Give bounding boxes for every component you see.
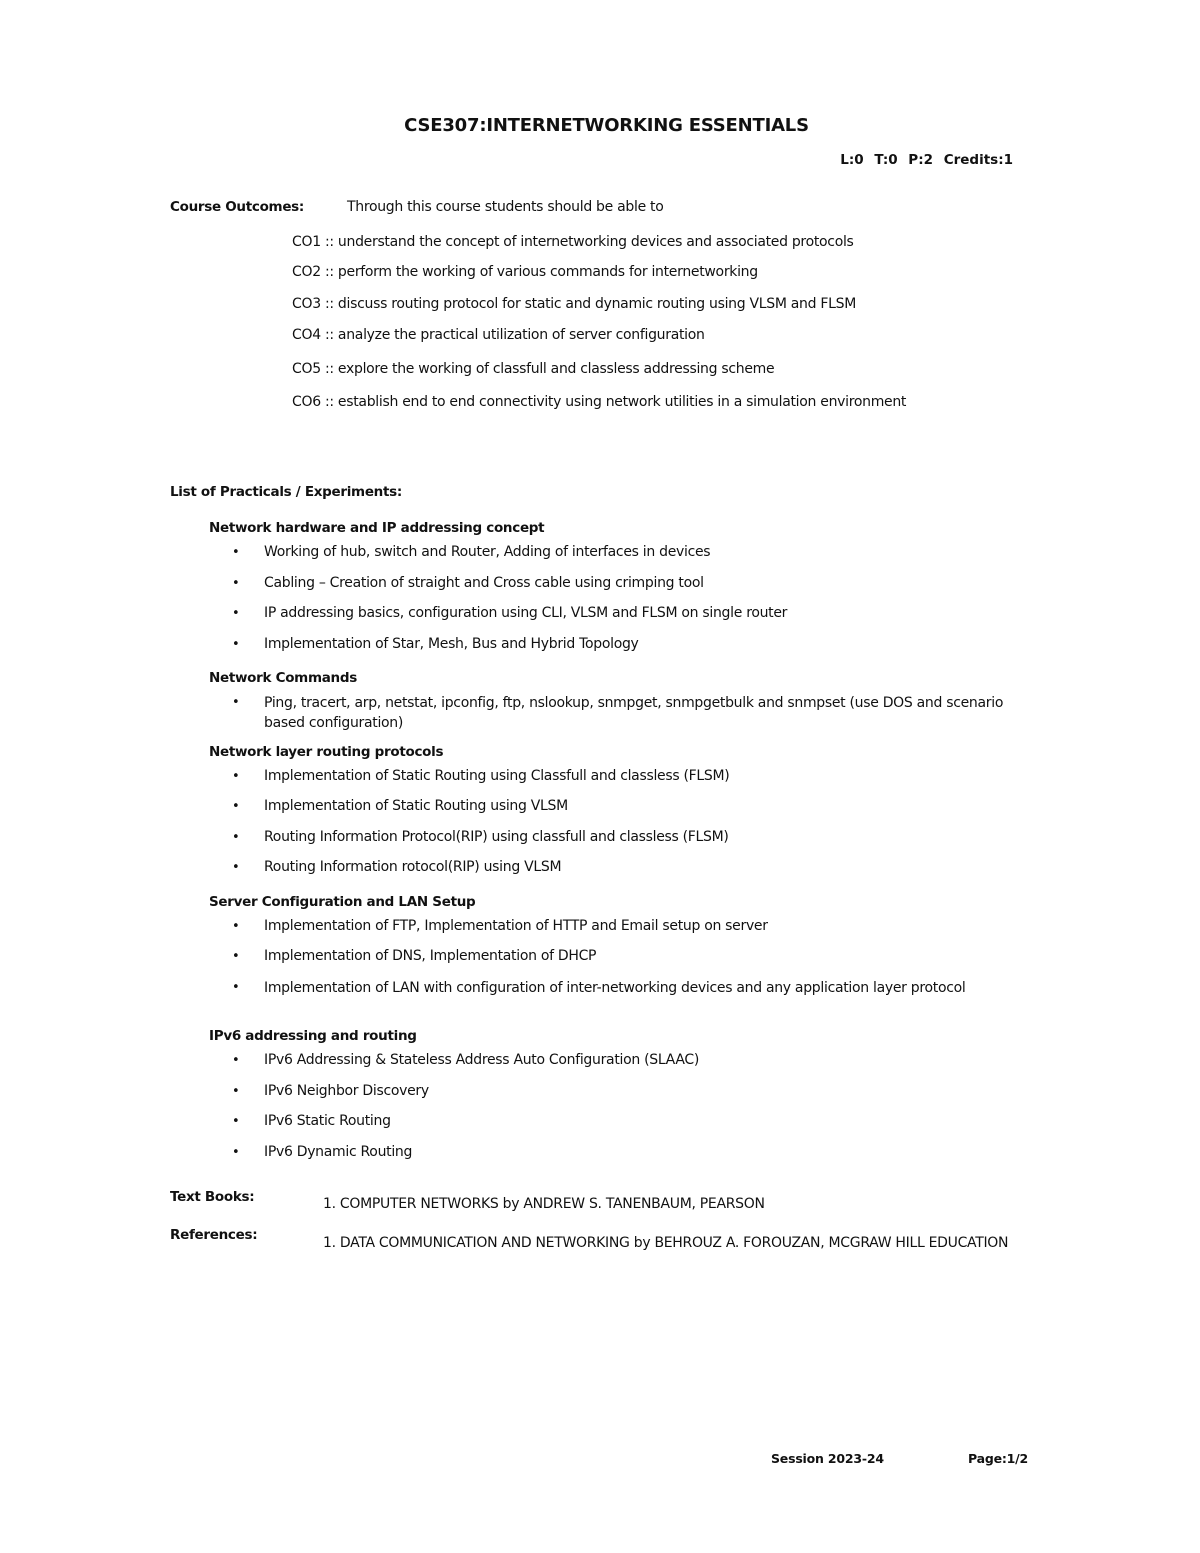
practical-item: Implementation of DNS, Implementation of DHCP [264,948,597,964]
practical-item: Cabling – Creation of straight and Cross cable using crimping tool [264,575,704,591]
course-outcome-item: CO5 :: explore the working of classfull and classless addressing scheme [292,361,775,377]
practical-item: IP addressing basics, configuration using CLI, VLSM and FLSM on single router [264,605,788,621]
section-heading: Server Configuration and LAN Setup [209,894,476,910]
session-label: Session 2023-24 [771,1451,884,1466]
bullet-icon: • [232,799,240,814]
section-heading: IPv6 addressing and routing [209,1028,417,1044]
practical-item: IPv6 Dynamic Routing [264,1144,413,1160]
practical-item: Ping, tracert, arp, netstat, ipconfig, ftp, nslookup, snmpget, snmpgetbulk and snmpset (use DOS and scenario based configuration) [264,695,1004,731]
text-books-label: Text Books: [170,1189,255,1205]
credits-line: L:0 T:0 P:2 Credits:1 [840,152,1013,168]
practical-item: Working of hub, switch and Router, Adding of interfaces in devices [264,544,711,560]
bullet-icon: • [232,980,240,995]
bullet-icon: • [232,576,240,591]
section-heading: Network hardware and IP addressing concept [209,520,545,536]
practical-item: Implementation of FTP, Implementation of HTTP and Email setup on server [264,918,768,934]
bullet-icon: • [232,637,240,652]
bullet-icon: • [232,695,240,710]
page-number: Page:1/2 [968,1451,1029,1466]
course-outcome-item: CO3 :: discuss routing protocol for static and dynamic routing using VLSM and FLSM [292,296,856,312]
bullet-icon: • [232,545,240,560]
bullet-icon: • [232,919,240,934]
practical-item: Implementation of Star, Mesh, Bus and Hybrid Topology [264,636,639,652]
references-label: References: [170,1227,258,1243]
bullet-icon: • [232,830,240,845]
bullet-icon: • [232,1114,240,1129]
practical-item: IPv6 Addressing & Stateless Address Auto Configuration (SLAAC) [264,1052,699,1068]
course-outcomes-intro: Through this course students should be able to [347,199,664,215]
practical-item: IPv6 Neighbor Discovery [264,1083,429,1099]
bullet-icon: • [232,1145,240,1160]
section-heading: Network Commands [209,670,357,686]
section-heading: Network layer routing protocols [209,744,444,760]
bullet-icon: • [232,1084,240,1099]
course-outcome-item: CO4 :: analyze the practical utilization of server configuration [292,327,705,343]
bullet-icon: • [232,606,240,621]
bullet-icon: • [232,1053,240,1068]
course-outcome-item: CO2 :: perform the working of various commands for internetworking [292,264,758,280]
bullet-icon: • [232,860,240,875]
bullet-icon: • [232,769,240,784]
course-outcomes-label: Course Outcomes: [170,199,305,215]
text-book-item: 1. COMPUTER NETWORKS by ANDREW S. TANENBAUM, PEARSON [323,1196,765,1212]
practical-item: Routing Information rotocol(RIP) using VLSM [264,859,562,875]
practical-item: Implementation of Static Routing using VLSM [264,798,568,814]
practicals-label: List of Practicals / Experiments: [170,484,402,500]
course-outcome-item: CO1 :: understand the concept of internetworking devices and associated protocols [292,234,854,250]
course-title: CSE307:INTERNETWORKING ESSENTIALS [404,115,809,136]
course-outcome-item: CO6 :: establish end to end connectivity using network utilities in a simulation environment [292,394,907,410]
practical-item: IPv6 Static Routing [264,1113,391,1129]
bullet-icon: • [232,949,240,964]
practical-item: Implementation of LAN with configuration of inter-networking devices and any application layer protocol [264,980,966,996]
practical-item: Implementation of Static Routing using Classfull and classless (FLSM) [264,768,730,784]
reference-item: 1. DATA COMMUNICATION AND NETWORKING by BEHROUZ A. FOROUZAN, MCGRAW HILL EDUCATION [323,1235,1009,1251]
practical-item: Routing Information Protocol(RIP) using classfull and classless (FLSM) [264,829,729,845]
